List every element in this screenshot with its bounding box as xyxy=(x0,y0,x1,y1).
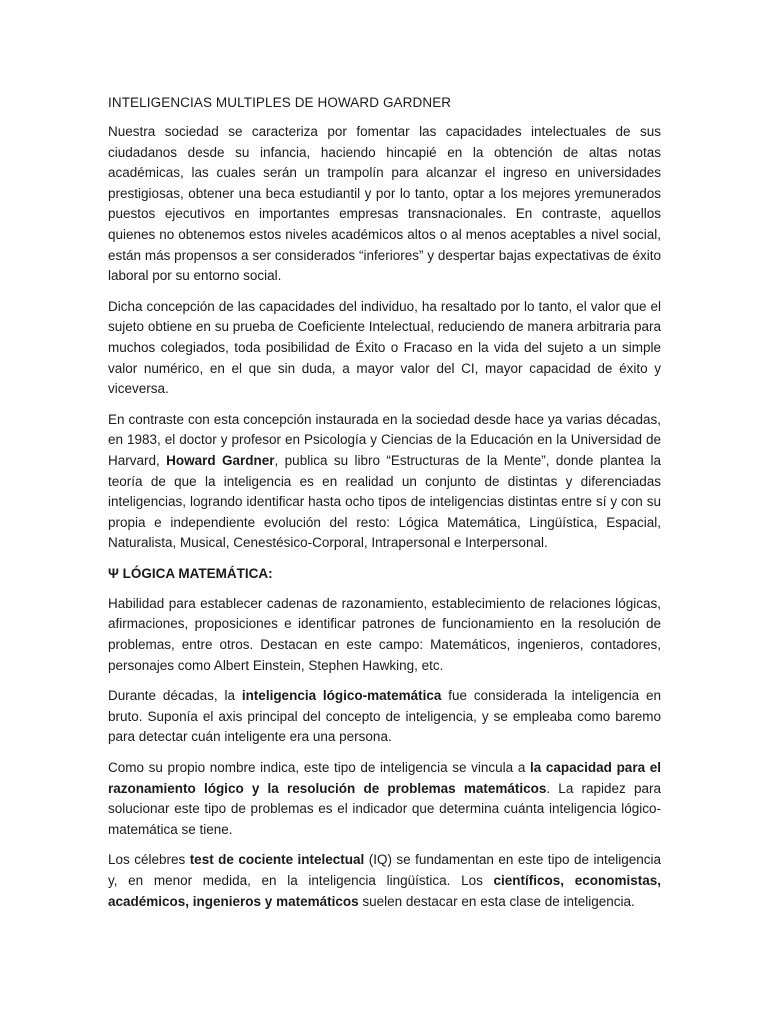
paragraph-celebres-text-a: Los célebres xyxy=(108,852,190,868)
document-page xyxy=(108,93,661,922)
paragraph-nombre xyxy=(108,758,661,840)
document-title: INTELIGENCIAS MULTIPLES DE HOWARD GARDNER xyxy=(108,95,452,110)
paragraph-durante-text-c: fue considerada la inteligencia en bruto. Suponía el axis principal del concepto de inteligencia, y se empleaba como baremo para detectar cuán inteligente era una persona. xyxy=(108,688,661,745)
paragraph-durante-text-a: Durante décadas, la xyxy=(108,688,242,704)
paragraph-concepcion: Dicha concepción de las capacidades del individuo, ha resaltado por lo tanto, el valor que el sujeto obtiene en su prueba de Coeficiente Intelectual, reduciendo de manera arbitraria para muchos colegiados, toda posibilidad de Éxito o Fracaso en la vida del sujeto a un simple valor numérico, en el que sin duda, a mayor valor del CI, mayor capacidad de éxito y viceversa. xyxy=(108,298,661,397)
paragraph-celebres xyxy=(108,850,661,912)
gardner-name-bold: Howard Gardner xyxy=(166,452,275,468)
paragraph-celebres-text-e: suelen destacar en esta clase de inteligencia. xyxy=(358,893,635,909)
paragraph-nombre-bold: la capacidad para el razonamiento lógico y la resolución de problemas matemáticos xyxy=(108,760,661,796)
paragraph-habilidad: Habilidad para establecer cadenas de razonamiento, establecimiento de relaciones lógicas, afirmaciones, proposiciones e identificar patrones de funcionamiento en la resolución de problemas, entre otros. Destacan en este campo: Matemáticos, ingenieros, contadores, personajes como Albert Einstein, Stephen Hawking, etc. xyxy=(108,595,661,673)
paragraph-gardner-text-c: , publica su libro “Estructuras de la Mente”, donde plantea la teoría de que la inteligencia es en realidad un conjunto de distintas y diferenciadas inteligencias, logrando identificar hasta ocho tipos de inteligencias distintas entre sí y con su propia e independiente evolución del resto: Lógica Matemática, Lingüística, Espacial, Naturalista, Musical, Cenestésico-Corporal, Intrapersonal e Interpersonal. xyxy=(108,452,661,551)
paragraph-durante-bold: inteligencia lógico-matemática xyxy=(241,688,442,704)
paragraph-gardner-text-a: En contraste con esta concepción instaurada en la sociedad desde hace ya varias décadas, en 1983, el doctor y profesor en Psicología y Ciencias de la Educación en la Universidad de Harvard, xyxy=(108,411,661,468)
paragraph-celebres-bold-2: científicos, economistas, académicos, ingenieros y matemáticos xyxy=(108,873,661,909)
paragraph-intro: Nuestra sociedad se caracteriza por fomentar las capacidades intelectuales de sus ciudadanos desde su infancia, haciendo hincapié en la obtención de altas notas académicas, las cuales serán un trampolín para alcanzar el ingreso en universidades prestigiosas, obtener una beca estudiantil y por lo tanto, optar a los mejores yremunerados puestos ejecutivos en importantes empresas transnacionales. En contraste, aquellos quienes no obtenemos estos niveles académicos altos o al menos aceptables a nivel social, están más propensos a ser considerados “inferiores” y despertar bajas expectativas de éxito laboral por su entorno social. xyxy=(108,124,661,284)
paragraph-gardner xyxy=(108,410,661,554)
paragraph-nombre-text-c: . La rapidez para solucionar este tipo de problemas es el indicador que determina cuánta inteligencia lógico-matemática se tiene. xyxy=(108,780,661,837)
paragraph-durante xyxy=(108,686,661,748)
paragraph-celebres-text-c: (IQ) se fundamentan en este tipo de inteligencia y, en menor medida, en la inteligencia lingüística. Los xyxy=(108,852,662,888)
paragraph-nombre-text-a: Como su propio nombre indica, este tipo de inteligencia se vincula a xyxy=(108,760,530,776)
paragraph-celebres-bold-1: test de cociente intelectual xyxy=(189,852,365,868)
section-heading-logica: Ψ LÓGICA MATEMÁTICA: xyxy=(108,565,273,581)
